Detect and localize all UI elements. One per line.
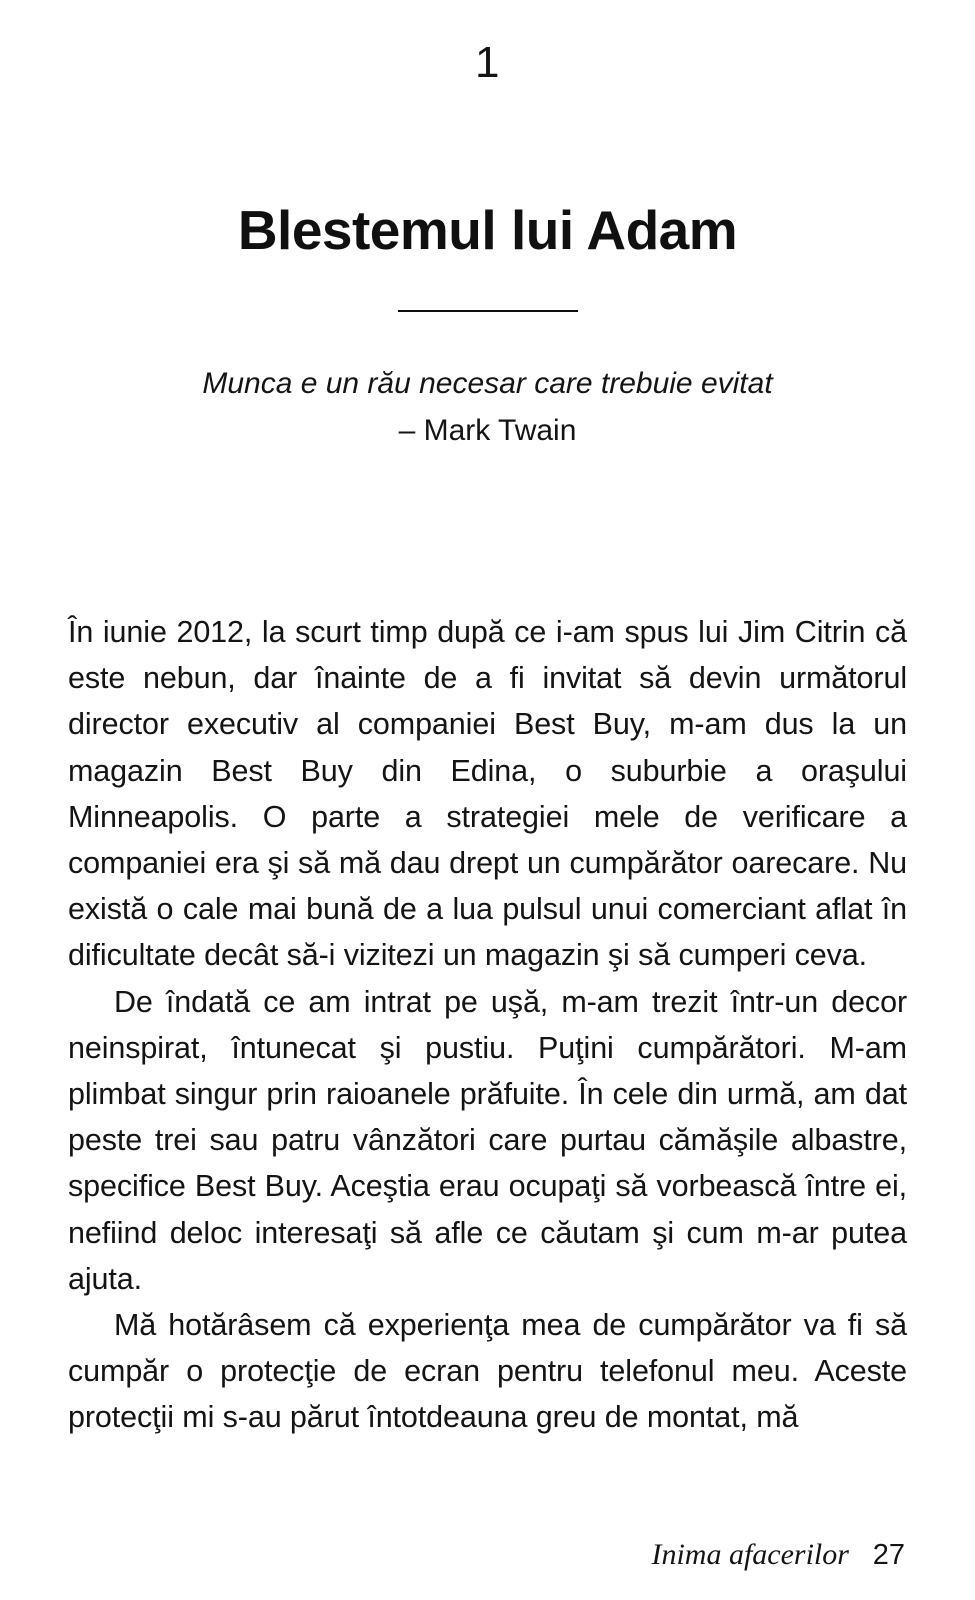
paragraph: În iunie 2012, la scurt timp după ce i-am spus lui Jim Citrin că este nebun, dar înainte de a fi invitat să devin următorul director executiv al companiei Best Buy, m-am dus la un magazin Best Buy din Edina, o suburbie a oraşului Minneapolis. O parte a strategiei mele de verificare a companiei era şi să mă dau drept un cumpărător oarecare. Nu există o cale mai bună de a lua pulsul unui comerciant aflat în dificultate decât să-i vizitezi un magazin şi să cumperi ceva. [68, 615, 907, 973]
paragraph: De îndată ce am intrat pe uşă, m-am trezit într-un decor neinspirat, întunecat şi pustiu. Puţini cumpărători. M-am plimbat singur prin raioanele prăfuite. În cele din urmă, am dat peste trei sau patru vânzători care purtau cămăşile albastre, specifice Best Buy. Aceştia erau ocupaţi să vorbească între ei, nefiind deloc interesaţi să afle ce căutam şi cum m-ar putea ajuta. [68, 984, 907, 1296]
body-text [0, 451, 975, 1441]
page-footer [0, 1538, 975, 1572]
paragraph: Mă hotărâsem că experienţa mea de cumpărător va fi să cumpăr o protecţie de ecran pentru telefonul meu. Aceste protecţii mi s-au părut întotdeauna greu de montat, mă [68, 1308, 907, 1435]
footer-book-title: Inima afacerilor [651, 1538, 849, 1571]
chapter-number: 1 [475, 38, 500, 87]
chapter-title: Blestemul lui Adam [237, 199, 738, 261]
epigraph-attribution: – Mark Twain [398, 413, 577, 447]
epigraph-quote: Munca e un rău necesar care trebuie evitat [202, 367, 773, 400]
footer-page-number: 27 [872, 1539, 905, 1571]
epigraph [0, 312, 975, 451]
